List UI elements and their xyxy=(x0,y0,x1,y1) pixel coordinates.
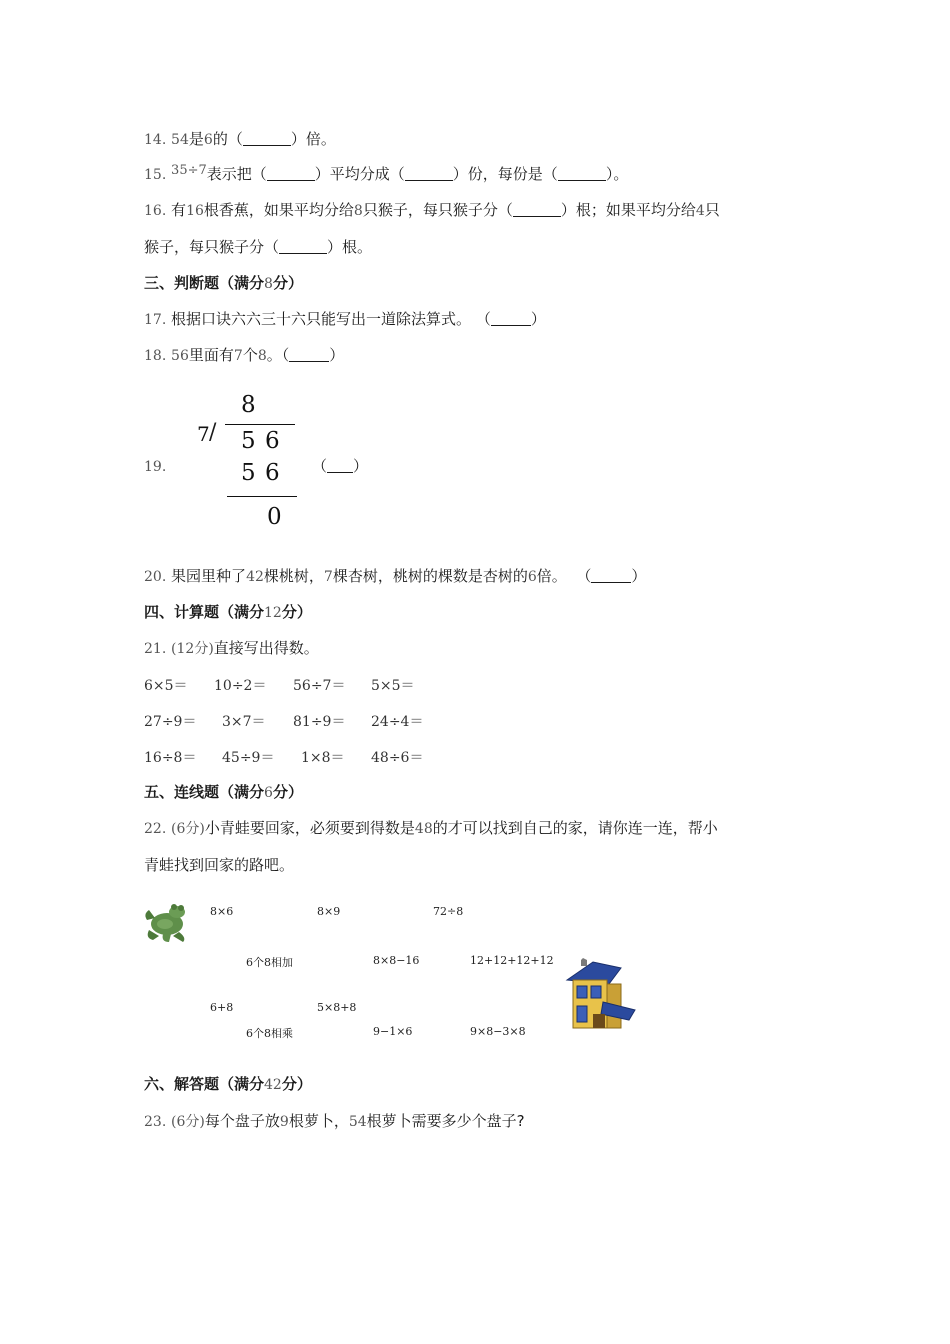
expression-item[interactable]: 9×8−3×8 xyxy=(470,1025,526,1038)
answer-blank[interactable] xyxy=(405,166,453,181)
expression-item[interactable]: 9−1×6 xyxy=(373,1025,413,1038)
answer-blank[interactable] xyxy=(491,311,531,326)
question-17: 17. 根据口诀六六三十六只能写出一道除法算式。 （ ） xyxy=(144,310,546,328)
question-22: 22. (6分)小青蛙要回家，必须要到得数是48的才可以找到自己的家，请你连一连，帮小 xyxy=(144,819,718,837)
question-number: 14. xyxy=(144,132,167,148)
calc-item[interactable]: 1×8＝ xyxy=(301,750,345,766)
expression-item[interactable]: 8×8−16 xyxy=(373,954,420,967)
question-15: 15. 35÷7表示把（ ）平均分成（ ）份，每份是（ ）。 xyxy=(144,163,629,183)
division-bracket: / xyxy=(209,420,217,445)
question-18: 18. 56里面有7个8。（ ） xyxy=(144,346,345,364)
expression-item[interactable]: 6个8相加 xyxy=(246,956,293,969)
question-16-line2: 猴子，每只猴子分（ ）根。 xyxy=(144,238,373,256)
expression-item[interactable]: 6个8相乘 xyxy=(246,1027,293,1040)
dividend-digit: 5 xyxy=(241,428,256,454)
section-heading-4: 四、计算题（满分12分） xyxy=(144,603,312,621)
answer-blank[interactable] xyxy=(558,166,606,181)
subtraction-bar xyxy=(227,496,297,497)
quotient: 8 xyxy=(241,392,256,418)
question-number: 20. xyxy=(144,569,167,585)
answer-blank[interactable] xyxy=(513,202,561,217)
question-number: 23. xyxy=(144,1114,167,1130)
long-division-figure xyxy=(195,390,305,530)
question-21: 21. (12分)直接写出得数。 xyxy=(144,639,319,657)
frog-icon xyxy=(143,900,191,944)
answer-blank[interactable] xyxy=(267,166,315,181)
expression-item[interactable]: 6+8 xyxy=(210,1001,234,1014)
expression-item[interactable]: 8×6 xyxy=(210,905,234,918)
calc-item[interactable]: 16÷8＝ xyxy=(144,750,197,766)
dividend-digit: 6 xyxy=(265,428,280,454)
divisor: 7 xyxy=(197,422,210,446)
remainder: 0 xyxy=(267,504,282,530)
question-19-answer: （ ） xyxy=(312,457,369,475)
division-expression: 35÷7 xyxy=(171,163,207,178)
question-number: 16. xyxy=(144,203,167,219)
question-23: 23. (6分)每个盘子放9根萝卜，54根萝卜需要多少个盘子? xyxy=(144,1112,525,1130)
question-number: 15. xyxy=(144,167,167,183)
section-heading-5: 五、连线题（满分6分） xyxy=(144,783,303,801)
answer-blank[interactable] xyxy=(279,239,327,254)
calc-item[interactable]: 81÷9＝ xyxy=(293,714,346,730)
expression-item[interactable]: 8×9 xyxy=(317,905,341,918)
answer-blank[interactable] xyxy=(591,568,631,583)
question-22-line2: 青蛙找到回家的路吧。 xyxy=(144,856,295,874)
answer-blank[interactable] xyxy=(243,131,291,146)
calc-item[interactable]: 5×5＝ xyxy=(371,678,415,694)
calc-item[interactable]: 27÷9＝ xyxy=(144,714,197,730)
answer-blank[interactable] xyxy=(289,347,329,362)
calc-item[interactable]: 10÷2＝ xyxy=(214,678,267,694)
expression-item[interactable]: 5×8+8 xyxy=(317,1001,357,1014)
calc-item[interactable]: 56÷7＝ xyxy=(293,678,346,694)
house-icon xyxy=(563,958,639,1036)
division-bar xyxy=(225,424,295,425)
answer-blank[interactable] xyxy=(327,458,353,473)
score-label: (6分) xyxy=(171,821,205,837)
question-20: 20. 果园里种了42棵桃树，7棵杏树，桃树的棵数是杏树的6倍。 （ ） xyxy=(144,567,647,585)
question-14: 14. 54是6的（ ）倍。 xyxy=(144,130,336,148)
calc-item[interactable]: 45÷9＝ xyxy=(222,750,275,766)
question-number: 17. xyxy=(144,312,167,328)
section-heading-6: 六、解答题（满分42分） xyxy=(144,1075,312,1093)
score-label: (12分) xyxy=(171,641,214,657)
question-19-number: 19. xyxy=(144,459,167,475)
expression-item[interactable]: 12+12+12+12 xyxy=(470,954,554,967)
product-digit: 5 xyxy=(241,460,256,486)
score-label: (6分) xyxy=(171,1114,205,1130)
question-number: 21. xyxy=(144,641,167,657)
calc-item[interactable]: 48÷6＝ xyxy=(371,750,424,766)
calc-item[interactable]: 24÷4＝ xyxy=(371,714,424,730)
question-number: 18. xyxy=(144,348,167,364)
section-heading-3: 三、判断题（满分8分） xyxy=(144,274,303,292)
calc-item[interactable]: 6×5＝ xyxy=(144,678,188,694)
question-number: 22. xyxy=(144,821,167,837)
product-digit: 6 xyxy=(265,460,280,486)
calc-item[interactable]: 3×7＝ xyxy=(222,714,266,730)
expression-item[interactable]: 72÷8 xyxy=(433,905,464,918)
question-16: 16. 有16根香蕉，如果平均分给8只猴子，每只猴子分（ ）根；如果平均分给4只 xyxy=(144,201,720,219)
